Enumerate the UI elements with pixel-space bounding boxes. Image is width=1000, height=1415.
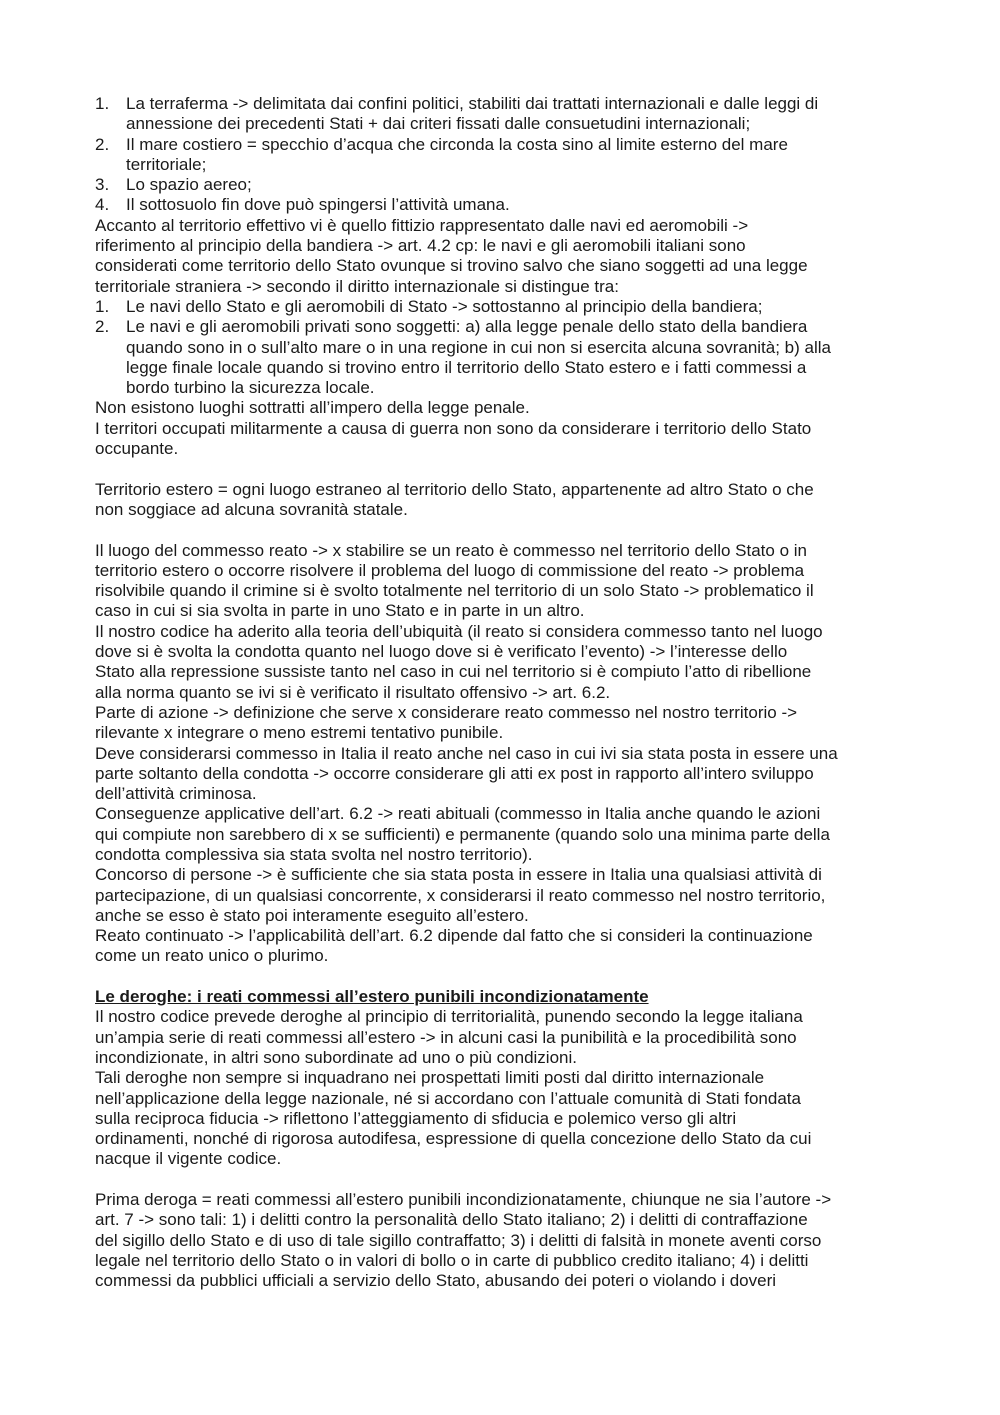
text-line: dove si è svolta la condotta quanto nel luogo dove si è verificato l’evento) -> l’interesse dello [95,642,788,662]
text-line: Territorio estero = ogni luogo estraneo al territorio dello Stato, appartenente ad altro Stato o che [95,479,814,499]
text-line: rilevante x integrare o meno estremi tentativo punibile. [95,723,504,743]
text-line: considerati come territorio dello Stato ovunque si trovino salvo che siano soggetti ad una legge [95,256,808,276]
list-text: Il mare costiero = specchio d’acqua che circonda la costa sino al limite esterno del mare [126,134,788,154]
paragraph-first-derogation [95,1190,910,1291]
paragraph-spacer [95,967,910,987]
text-line: dell’attività criminosa. [95,784,257,804]
text-line: commessi da pubblici ufficiali a servizio dello Stato, abusando dei poteri o violando i doveri [95,1271,777,1291]
list-item [95,135,910,155]
text-line: qui compiute non sarebbero di x se sufficienti) e permanente (quando solo una minima parte della [95,824,830,844]
list-number: 1. [95,296,110,316]
text-line: sulla reciproca fiducia -> riflettono l’atteggiamento di sfiducia e polemico verso gli altri [95,1108,737,1128]
text-line: Reato continuato -> l’applicabilità dell’art. 6.2 dipende dal fatto che si consideri la continuazione [95,926,813,946]
list-item [95,94,910,114]
paragraph-foreign-territory [95,480,910,521]
text-line: parte soltanto della condotta -> occorre considerare gli atti ex post in rapporto all’intero sviluppo [95,763,814,783]
text-line: caso in cui si sia svolta in parte in uno Stato e in parte in un altro. [95,601,585,621]
paragraph-spacer [95,459,910,479]
paragraph-spacer [95,520,910,540]
paragraph-derogations [95,1007,910,1169]
text-line: alla norma quanto se ivi si è verificato il risultato offensivo -> art. 6.2. [95,682,611,702]
text-line: del sigillo dello Stato e di uso di tale sigillo contraffatto; 3) i delitti di falsità in monete aventi corso [95,1230,822,1250]
text-line: legale nel territorio dello Stato o in valori di bollo o in carte di pubblico credito italiano; 4) i delitti [95,1250,809,1270]
document-page [95,94,910,1292]
text-line: Tali deroghe non sempre si inquadrano nei prospettati limiti posti dal diritto internazionale [95,1068,765,1088]
list-item [95,297,910,317]
list-text: Il sottosuolo fin dove può spingersi l’attività umana. [126,195,510,215]
text-line: occupante. [95,439,179,459]
text-line: art. 7 -> sono tali: 1) i delitti contro la personalità dello Stato italiano; 2) i delitti di contraffazione [95,1210,808,1230]
ships-aircraft-list [95,297,910,398]
text-line: Parte di azione -> definizione che serve x considerare reato commesso nel nostro territorio -> [95,702,798,722]
text-line: Conseguenze applicative dell’art. 6.2 -> reati abituali (commesso in Italia anche quando le azioni [95,804,821,824]
text-line: come un reato unico o plurimo. [95,946,329,966]
text-line: Concorso di persone -> è sufficiente che sia stata posta in essere in Italia una qualsiasi attività di [95,865,822,885]
list-item [95,317,910,337]
list-text: Lo spazio aereo; [126,175,252,195]
list-text: La terraferma -> delimitata dai confini politici, stabiliti dai trattati internazionali e dalle leggi di [126,94,819,113]
list-text: Le navi dello Stato e gli aeromobili di Stato -> sottostanno al principio della bandiera; [126,296,763,316]
list-text-continued: quando sono in o sull’alto mare o in una regione in cui non si esercita alcuna sovranità; b) alla [126,337,831,357]
text-line: Deve considerarsi commesso in Italia il reato anche nel caso in cui ivi sia stata posta in essere una [95,743,838,763]
section-heading: Le deroghe: i reati commessi all’estero punibili incondizionatamente [95,987,649,1007]
text-line: Accanto al territorio effettivo vi è quello fittizio rappresentato dalle navi ed aeromobili -> [95,215,749,235]
text-line: risolvibile quando il crimine si è svolto totalmente nel territorio di un solo Stato -> problematico il [95,581,814,601]
territory-list [95,94,910,216]
paragraph-fictitious-territory [95,216,910,297]
text-line: un’ampia serie di reati commessi all’estero -> in alcuni casi la punibilità e la procedibilità sono [95,1027,797,1047]
list-number: 2. [95,317,110,337]
text-line: Il nostro codice ha aderito alla teoria dell’ubiquità (il reato si considera commesso tanto nel luogo [95,621,823,641]
list-number: 2. [95,134,110,154]
paragraph-places [95,398,910,459]
text-line: non soggiace ad alcuna sovranità statale. [95,499,408,519]
text-line: incondizionate, in altri sono subordinate ad uno o più condizioni. [95,1047,577,1067]
text-line: condotta complessiva sia stata svolta nel nostro territorio). [95,844,533,864]
list-text-continued: bordo turbino la sicurezza locale. [126,378,375,398]
text-line: nell’applicazione della legge nazionale, né si accordano con l’attuale comunità di Stati fondata [95,1088,801,1108]
paragraph-spacer [95,1170,910,1190]
text-line: nacque il vigente codice. [95,1149,282,1169]
list-number: 1. [95,94,110,113]
text-line: Stato alla repressione sussiste tanto nel caso in cui nel territorio si è compiuto l’atto di ribellione [95,662,812,682]
text-line: anche se esso è stato poi interamente eseguito all’estero. [95,905,529,925]
list-text-continued: legge finale locale quando si trovino entro il territorio dello Stato estero e i fatti commessi a [126,357,807,377]
list-item [95,195,910,215]
paragraph-place-of-crime [95,541,910,967]
list-item [95,175,910,195]
text-line: Prima deroga = reati commessi all’estero punibili incondizionatamente, chiunque ne sia l’autore -> [95,1190,832,1210]
text-line: partecipazione, di un qualsiasi concorrente, x considerarsi il reato commesso nel nostro territorio, [95,885,826,905]
list-text-continued: territoriale; [126,154,207,174]
text-line: ordinamenti, nonché di rigorosa autodifesa, espressione di quella concezione dello Stato da cui [95,1129,812,1149]
text-line: territorio estero o occorre risolvere il problema del luogo di commissione del reato -> problema [95,560,805,580]
text-line: territoriale straniera -> secondo il diritto internazionale si distingue tra: [95,276,619,296]
text-line: Il luogo del commesso reato -> x stabilire se un reato è commesso nel territorio dello Stato o in [95,540,807,560]
list-number: 4. [95,195,110,215]
text-line: riferimento al principio della bandiera -> art. 4.2 cp: le navi e gli aeromobili italiani sono [95,236,746,256]
list-text-continued: annessione dei precedenti Stati + dai criteri fissati dalle consuetudini internazionali; [126,114,751,134]
text-line: Il nostro codice prevede deroghe al principio di territorialità, punendo secondo la legge italiana [95,1007,803,1027]
list-text: Le navi e gli aeromobili privati sono soggetti: a) alla legge penale dello stato della bandiera [126,317,808,337]
text-line: Non esistono luoghi sottratti all’impero della legge penale. [95,398,530,418]
text-line: I territori occupati militarmente a causa di guerra non sono da considerare i territorio dello Stato [95,418,812,438]
list-number: 3. [95,175,110,195]
